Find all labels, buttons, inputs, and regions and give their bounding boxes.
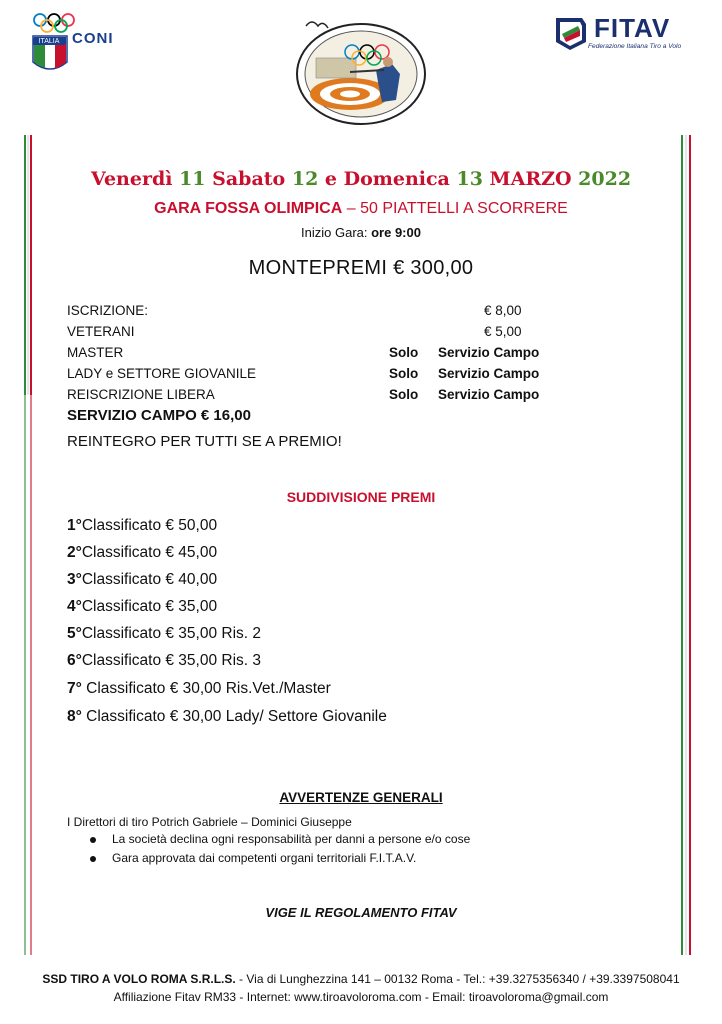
start-time-label: Inizio Gara: [301,225,372,240]
prize-text: Classificato € 45,00 [81,544,218,561]
list-item-text: Gara approvata dai competenti organi territoriali F.I.T.A.V. [112,851,417,865]
list-item-text: La società declina ogni responsabilità per danni a persone e/o cose [112,832,471,846]
event-dates-title [0,168,722,190]
fee-solo: Solo [389,345,419,360]
reintegro-note: REINTEGRO PER TUTTI SE A PREMIO! [67,433,342,450]
prize-text: Classificato € 30,00 Ris.Vet./Master [81,680,331,697]
prize-position: 8° [67,708,82,725]
bullet-icon [90,856,96,862]
prize-row [67,598,217,616]
prize-text: Classificato € 30,00 Lady/ Settore Giovanile [81,708,387,725]
prize-text: Classificato € 35,00 Ris. 3 [81,652,262,669]
title-number: 13 [456,168,483,190]
fitav-label: FITAV [594,13,671,43]
fee-label: LADY e SETTORE GIOVANILE [67,366,257,381]
title-number: 12 [291,168,319,190]
servizio-campo: SERVIZIO CAMPO € 16,00 [67,407,251,424]
fee-value: Servizio Campo [438,387,540,402]
title-number: 11 [179,168,206,190]
fitav-subtitle: Federazione Italiana Tiro a Volo [588,43,682,50]
title-part: e Domenica [318,168,457,190]
event-subtitle [0,200,722,218]
footer-address-rest: - Via di Lunghezzina 141 – 00132 Roma - Tel.: +39.3275356340 / +39.3397508041 [235,972,680,986]
prize-text: Classificato € 40,00 [81,571,218,588]
fee-label: ISCRIZIONE: [67,303,149,318]
prize-row [67,625,261,643]
prize-row [67,517,217,535]
montepremi-heading: MONTEPREMI € 300,00 [248,257,474,279]
prize-position: 6° [67,652,82,669]
prize-position: 7° [67,680,82,697]
prize-row [67,680,331,698]
direttori-text: I Direttori di tiro Potrich Gabriele – Dominici Giuseppe [67,815,352,829]
title-part: MARZO [482,168,579,190]
prize-text: Classificato € 50,00 [81,517,218,534]
footer-address [0,972,722,986]
prize-text: Classificato € 35,00 Ris. 2 [81,625,262,642]
prize-row [67,544,217,562]
subtitle-bold: GARA FOSSA OLIMPICA [154,200,343,217]
fee-label: VETERANI [67,324,135,339]
avvertenze-heading: AVVERTENZE GENERALI [279,790,443,805]
start-time-value: ore 9:00 [371,225,421,240]
left-stripe-green-lower [24,395,26,955]
prize-position: 4° [67,598,82,615]
left-stripe-red-lower [30,395,32,955]
prize-position: 2° [67,544,82,561]
fee-label: REISCRIZIONE LIBERA [67,387,215,402]
fee-value: Servizio Campo [438,366,540,381]
prize-row [67,708,387,726]
footer-contacts: Affiliazione Fitav RM33 - Internet: www.tiroavoloroma.com - Email: tiroavoloroma@gmail.com [113,990,609,1004]
title-part: Sabato [205,168,292,190]
suddivisione-heading: SUDDIVISIONE PREMI [286,489,436,505]
fee-value: € 5,00 [484,324,522,339]
footer-company: SSD TIRO A VOLO ROMA S.R.L.S. [42,972,236,986]
subtitle-rest: – 50 PIATTELLI A SCORRERE [342,200,568,217]
prize-position: 5° [67,625,82,642]
start-time [0,225,722,240]
bullet-icon [90,837,96,843]
regolamento-note: VIGE IL REGOLAMENTO FITAV [265,905,457,920]
fee-label: MASTER [67,345,124,360]
coni-label: CONI [72,30,114,47]
prize-position: 3° [67,571,82,588]
fee-solo: Solo [389,387,419,402]
list-item [90,832,470,846]
fitav-shield-icon [552,12,592,52]
title-part: Venerdì [90,168,180,190]
fee-value: € 8,00 [484,303,522,318]
coni-flag-label: ITALIA [33,38,65,45]
prize-text: Classificato € 35,00 [81,598,218,615]
title-number: 2022 [578,168,632,190]
prize-row [67,652,261,670]
list-item [90,851,416,865]
prize-position: 1° [67,517,82,534]
fee-solo: Solo [389,366,419,381]
fee-value: Servizio Campo [438,345,540,360]
prize-row [67,571,217,589]
tiro-a-volo-roma-logo [292,12,430,130]
